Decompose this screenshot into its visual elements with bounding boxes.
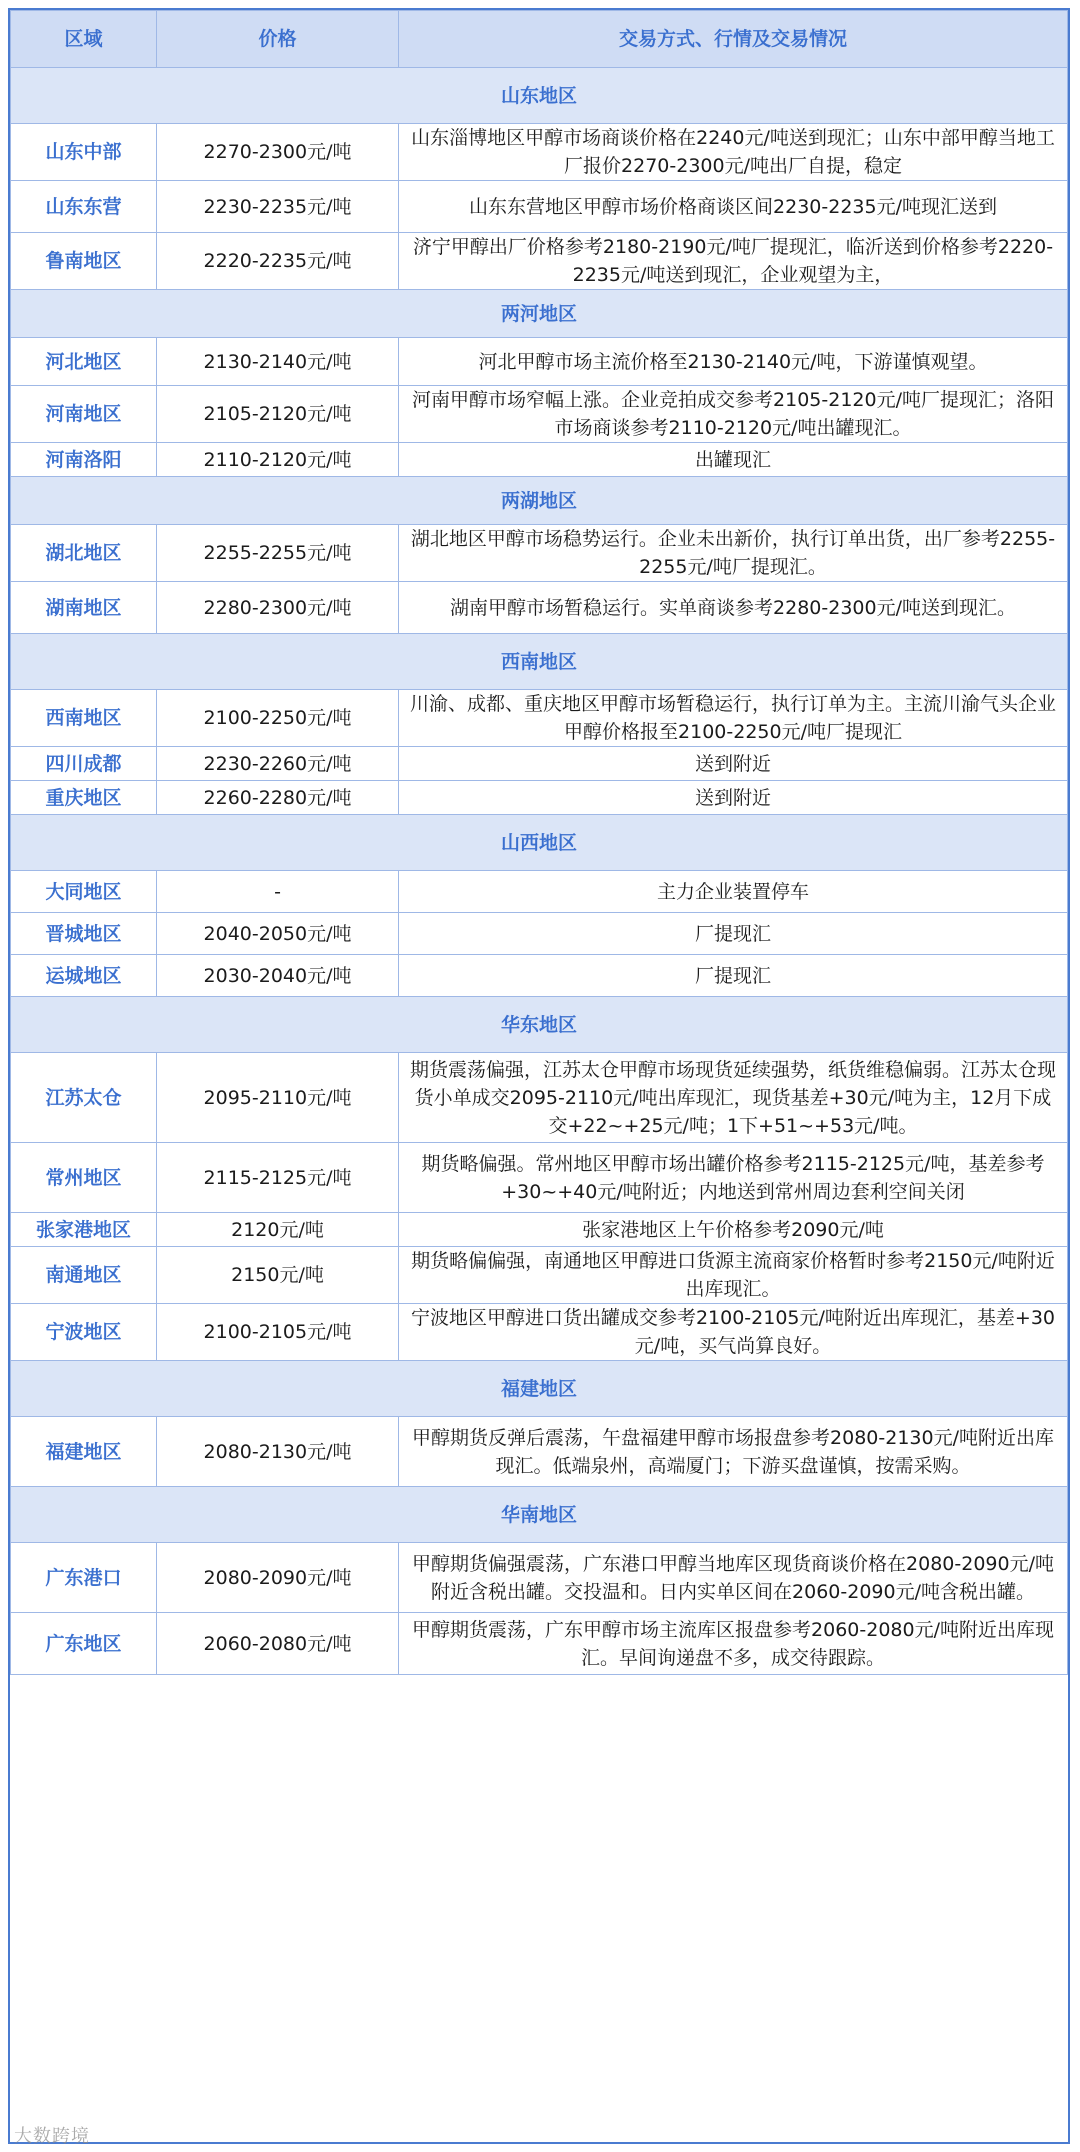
region-cell: 河南地区 xyxy=(11,386,157,443)
price-cell: 2100-2250元/吨 xyxy=(157,690,399,747)
section-title: 山西地区 xyxy=(11,815,1068,871)
price-cell: 2270-2300元/吨 xyxy=(157,124,399,181)
region-cell: 河北地区 xyxy=(11,338,157,386)
price-cell: 2060-2080元/吨 xyxy=(157,1613,399,1675)
region-cell: 晋城地区 xyxy=(11,913,157,955)
table-row xyxy=(11,338,1068,386)
section-row xyxy=(11,634,1068,690)
price-cell: 2150元/吨 xyxy=(157,1247,399,1304)
watermark: 大数跨境 xyxy=(14,2126,90,2147)
price-cell: 2255-2255元/吨 xyxy=(157,525,399,582)
section-title: 两湖地区 xyxy=(11,477,1068,525)
region-cell: 南通地区 xyxy=(11,1247,157,1304)
section-row xyxy=(11,997,1068,1053)
price-cell: 2110-2120元/吨 xyxy=(157,443,399,477)
table-header-row xyxy=(11,11,1068,68)
detail-cell: 河北甲醇市场主流价格至2130-2140元/吨，下游谨慎观望。 xyxy=(399,338,1068,386)
price-cell: 2080-2090元/吨 xyxy=(157,1543,399,1613)
table-row xyxy=(11,913,1068,955)
section-title: 华南地区 xyxy=(11,1487,1068,1543)
section-row xyxy=(11,1487,1068,1543)
price-table-frame xyxy=(8,8,1070,2144)
detail-cell: 甲醇期货偏强震荡，广东港口甲醇当地库区现货商谈价格在2080-2090元/吨附近含税出罐。交投温和。日内实单区间在2060-2090元/吨含税出罐。 xyxy=(399,1543,1068,1613)
detail-cell: 山东淄博地区甲醇市场商谈价格在2240元/吨送到现汇；山东中部甲醇当地工厂报价2270-2300元/吨出厂自提，稳定 xyxy=(399,124,1068,181)
table-row xyxy=(11,181,1068,233)
price-cell: 2040-2050元/吨 xyxy=(157,913,399,955)
detail-cell: 出罐现汇 xyxy=(399,443,1068,477)
region-cell: 西南地区 xyxy=(11,690,157,747)
price-cell: 2230-2260元/吨 xyxy=(157,747,399,781)
detail-cell: 送到附近 xyxy=(399,747,1068,781)
header-price: 价格 xyxy=(157,11,399,68)
detail-cell: 期货略偏强。常州地区甲醇市场出罐价格参考2115-2125元/吨，基差参考+30~+40元/吨附近；内地送到常州周边套利空间关闭 xyxy=(399,1143,1068,1213)
region-cell: 广东港口 xyxy=(11,1543,157,1613)
table-row xyxy=(11,443,1068,477)
region-cell: 大同地区 xyxy=(11,871,157,913)
region-cell: 山东东营 xyxy=(11,181,157,233)
table-row xyxy=(11,1213,1068,1247)
price-cell: 2105-2120元/吨 xyxy=(157,386,399,443)
region-cell: 常州地区 xyxy=(11,1143,157,1213)
header-detail: 交易方式、行情及交易情况 xyxy=(399,11,1068,68)
price-cell: 2260-2280元/吨 xyxy=(157,781,399,815)
section-title: 华东地区 xyxy=(11,997,1068,1053)
detail-cell: 宁波地区甲醇进口货出罐成交参考2100-2105元/吨附近出库现汇，基差+30元/吨，买气尚算良好。 xyxy=(399,1304,1068,1361)
detail-cell: 厂提现汇 xyxy=(399,955,1068,997)
region-cell: 河南洛阳 xyxy=(11,443,157,477)
section-row xyxy=(11,290,1068,338)
table-row xyxy=(11,1053,1068,1143)
region-cell: 张家港地区 xyxy=(11,1213,157,1247)
table-row xyxy=(11,1247,1068,1304)
price-cell: 2080-2130元/吨 xyxy=(157,1417,399,1487)
table-row xyxy=(11,1543,1068,1613)
region-cell: 湖北地区 xyxy=(11,525,157,582)
section-row xyxy=(11,1361,1068,1417)
detail-cell: 甲醇期货震荡，广东甲醇市场主流库区报盘参考2060-2080元/吨附近出库现汇。早间询递盘不多，成交待跟踪。 xyxy=(399,1613,1068,1675)
section-row xyxy=(11,68,1068,124)
table-row xyxy=(11,690,1068,747)
price-cell: 2280-2300元/吨 xyxy=(157,582,399,634)
detail-cell: 期货略偏偏强，南通地区甲醇进口货源主流商家价格暂时参考2150元/吨附近出库现汇。 xyxy=(399,1247,1068,1304)
region-cell: 福建地区 xyxy=(11,1417,157,1487)
region-cell: 湖南地区 xyxy=(11,582,157,634)
table-row xyxy=(11,1613,1068,1675)
table-body xyxy=(11,68,1068,1675)
price-cell: 2030-2040元/吨 xyxy=(157,955,399,997)
detail-cell: 甲醇期货反弹后震荡，午盘福建甲醇市场报盘参考2080-2130元/吨附近出库现汇。低端泉州，高端厦门；下游买盘谨慎，按需采购。 xyxy=(399,1417,1068,1487)
table-row xyxy=(11,1143,1068,1213)
detail-cell: 湖北地区甲醇市场稳势运行。企业未出新价，执行订单出货，出厂参考2255-2255元/吨厂提现汇。 xyxy=(399,525,1068,582)
price-cell: 2230-2235元/吨 xyxy=(157,181,399,233)
table-row xyxy=(11,1304,1068,1361)
section-row xyxy=(11,815,1068,871)
table-row xyxy=(11,871,1068,913)
detail-cell: 湖南甲醇市场暂稳运行。实单商谈参考2280-2300元/吨送到现汇。 xyxy=(399,582,1068,634)
region-cell: 重庆地区 xyxy=(11,781,157,815)
region-cell: 宁波地区 xyxy=(11,1304,157,1361)
price-cell: - xyxy=(157,871,399,913)
region-cell: 四川成都 xyxy=(11,747,157,781)
detail-cell: 山东东营地区甲醇市场价格商谈区间2230-2235元/吨现汇送到 xyxy=(399,181,1068,233)
table-row xyxy=(11,525,1068,582)
detail-cell: 河南甲醇市场窄幅上涨。企业竞拍成交参考2105-2120元/吨厂提现汇；洛阳市场商谈参考2110-2120元/吨出罐现汇。 xyxy=(399,386,1068,443)
price-cell: 2120元/吨 xyxy=(157,1213,399,1247)
price-cell: 2130-2140元/吨 xyxy=(157,338,399,386)
table-row xyxy=(11,386,1068,443)
price-cell: 2220-2235元/吨 xyxy=(157,233,399,290)
section-title: 两河地区 xyxy=(11,290,1068,338)
table-row xyxy=(11,955,1068,997)
section-title: 西南地区 xyxy=(11,634,1068,690)
region-cell: 江苏太仓 xyxy=(11,1053,157,1143)
header-region: 区域 xyxy=(11,11,157,68)
table-row xyxy=(11,781,1068,815)
region-cell: 广东地区 xyxy=(11,1613,157,1675)
detail-cell: 张家港地区上午价格参考2090元/吨 xyxy=(399,1213,1068,1247)
price-cell: 2115-2125元/吨 xyxy=(157,1143,399,1213)
detail-cell: 主力企业装置停车 xyxy=(399,871,1068,913)
table-row xyxy=(11,233,1068,290)
table-row xyxy=(11,582,1068,634)
detail-cell: 川渝、成都、重庆地区甲醇市场暂稳运行，执行订单为主。主流川渝气头企业甲醇价格报至2100-2250元/吨厂提现汇 xyxy=(399,690,1068,747)
region-cell: 山东中部 xyxy=(11,124,157,181)
price-cell: 2100-2105元/吨 xyxy=(157,1304,399,1361)
section-row xyxy=(11,477,1068,525)
methanol-price-table xyxy=(10,10,1068,1675)
detail-cell: 济宁甲醇出厂价格参考2180-2190元/吨厂提现汇，临沂送到价格参考2220-2235元/吨送到现汇，企业观望为主， xyxy=(399,233,1068,290)
section-title: 山东地区 xyxy=(11,68,1068,124)
detail-cell: 送到附近 xyxy=(399,781,1068,815)
detail-cell: 期货震荡偏强，江苏太仓甲醇市场现货延续强势，纸货维稳偏弱。江苏太仓现货小单成交2095-2110元/吨出库现汇，现货基差+30元/吨为主，12月下成交+22~+25元/吨；1下+51~+53元/吨。 xyxy=(399,1053,1068,1143)
detail-cell: 厂提现汇 xyxy=(399,913,1068,955)
region-cell: 鲁南地区 xyxy=(11,233,157,290)
table-row xyxy=(11,747,1068,781)
region-cell: 运城地区 xyxy=(11,955,157,997)
table-row xyxy=(11,124,1068,181)
section-title: 福建地区 xyxy=(11,1361,1068,1417)
table-row xyxy=(11,1417,1068,1487)
price-cell: 2095-2110元/吨 xyxy=(157,1053,399,1143)
